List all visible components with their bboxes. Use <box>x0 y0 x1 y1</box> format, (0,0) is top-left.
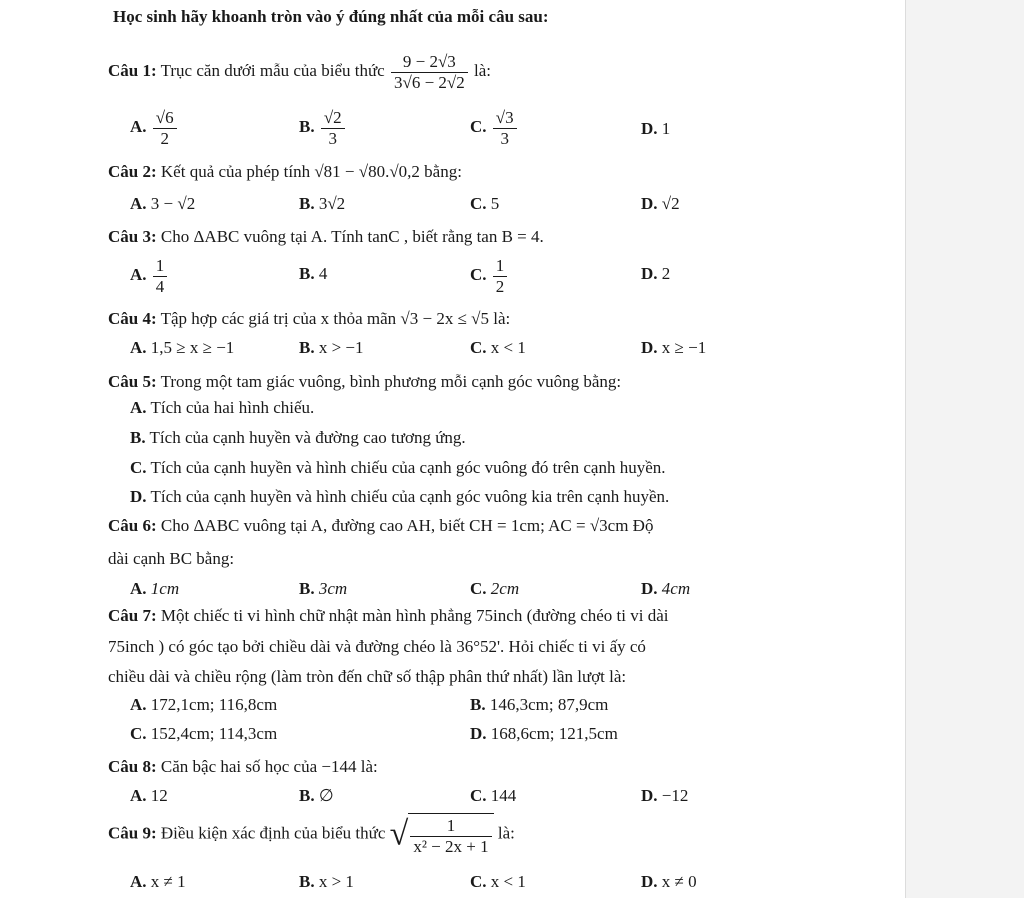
q8-option-c[interactable] <box>470 785 516 807</box>
q3-option-c[interactable] <box>470 256 509 296</box>
question-1 <box>108 52 491 92</box>
question-4-tail: là: <box>493 309 511 328</box>
q9-option-b[interactable] <box>299 871 354 893</box>
q3-option-b[interactable] <box>299 263 327 285</box>
option-label: D. <box>641 194 658 213</box>
q4-option-c[interactable] <box>470 337 526 359</box>
q1-option-b[interactable] <box>299 108 347 148</box>
question-6-text: Cho ΔABC vuông tại A, đường cao AH, biết CH = 1cm; AC = √3cm Độ <box>160 516 654 535</box>
question-9-numerator: 1 <box>410 816 491 837</box>
option-text: 1 <box>661 119 671 138</box>
q9-option-d[interactable] <box>641 871 697 893</box>
option-denominator: 2 <box>160 128 169 148</box>
option-text: Tích của cạnh huyền và hình chiếu của cạnh góc vuông đó trên cạnh huyền. <box>150 458 666 477</box>
question-5-label: Câu 5: <box>108 372 157 391</box>
option-label: A. <box>130 786 147 805</box>
option-label: B. <box>470 695 486 714</box>
option-denominator: 3 <box>328 128 338 148</box>
q2-option-a[interactable] <box>130 193 195 215</box>
question-7-text-line-2: 75inch ) có góc tạo bởi chiều dài và đường chéo là 36°52'. Hỏi chiếc ti vi ấy có <box>108 637 646 656</box>
question-8 <box>108 756 378 778</box>
option-label: B. <box>299 579 315 598</box>
option-label: D. <box>641 338 658 357</box>
option-label: A. <box>130 872 147 891</box>
q1-option-c[interactable] <box>470 108 519 148</box>
q9-option-c[interactable] <box>470 871 526 893</box>
q9-option-a[interactable] <box>130 871 186 893</box>
option-label: C. <box>130 458 147 477</box>
question-7 <box>108 605 668 627</box>
q2-option-c[interactable] <box>470 193 499 215</box>
option-label: C. <box>470 194 487 213</box>
option-label: A. <box>130 579 147 598</box>
option-text: 152,4cm; 114,3cm <box>150 724 278 743</box>
q7-option-b[interactable] <box>470 694 608 716</box>
q5-option-a[interactable] <box>130 397 314 419</box>
option-label: B. <box>299 264 315 283</box>
option-label: C. <box>470 786 487 805</box>
option-label: B. <box>299 786 315 805</box>
q2-option-d[interactable] <box>641 193 680 215</box>
option-label: D. <box>470 724 487 743</box>
question-4 <box>108 308 510 330</box>
q6-option-c[interactable] <box>470 578 519 600</box>
option-text: 2 <box>661 264 671 283</box>
q3-option-d[interactable] <box>641 263 670 285</box>
q4-option-b[interactable] <box>299 337 364 359</box>
option-label: B. <box>299 194 315 213</box>
q4-option-d[interactable] <box>641 337 706 359</box>
option-label: D. <box>641 264 658 283</box>
option-label: D. <box>641 119 658 138</box>
option-label: B. <box>299 338 315 357</box>
question-6-label: Câu 6: <box>108 516 157 535</box>
page-title: Học sinh hãy khoanh tròn vào ý đúng nhất của mỗi câu sau: <box>113 7 549 26</box>
option-numerator: √3 <box>493 108 517 129</box>
option-text: 172,1cm; 116,8cm <box>150 695 278 714</box>
question-6-text-line-2: dài cạnh BC bằng: <box>108 549 235 568</box>
option-text: x < 1 <box>490 338 526 357</box>
option-label: C. <box>470 579 487 598</box>
question-2-text: Kết quả của phép tính <box>160 162 311 181</box>
q4-option-a[interactable] <box>130 337 234 359</box>
option-text: √2 <box>661 194 680 213</box>
option-text: 2cm <box>490 579 520 598</box>
option-text: x ≥ −1 <box>661 338 707 357</box>
option-numerator: 1 <box>153 256 168 277</box>
option-label: A. <box>130 695 147 714</box>
q6-option-a[interactable] <box>130 578 179 600</box>
option-text: 1cm <box>150 579 180 598</box>
option-label: A. <box>130 116 147 136</box>
option-text: 12 <box>150 786 168 805</box>
option-text: 168,6cm; 121,5cm <box>490 724 618 743</box>
option-text: Tích của cạnh huyền và đường cao tương ứng. <box>149 428 466 447</box>
question-1-fraction <box>391 52 468 92</box>
question-2-expression: √81 − √80.√0,2 <box>314 162 420 181</box>
q5-option-b[interactable] <box>130 427 466 449</box>
option-text: ∅ <box>318 786 334 805</box>
option-text: 5 <box>490 194 500 213</box>
option-label: A. <box>130 264 147 284</box>
option-text: 3cm <box>318 579 348 598</box>
option-text: 144 <box>490 786 517 805</box>
question-1-denominator: 3√6 − 2√2 <box>393 72 465 92</box>
q1-option-d[interactable] <box>641 118 670 140</box>
q7-option-a[interactable] <box>130 694 277 716</box>
q6-option-b[interactable] <box>299 578 347 600</box>
q8-option-b[interactable] <box>299 785 334 807</box>
question-3-label: Câu 3: <box>108 227 157 246</box>
option-text: 3 − √2 <box>150 194 196 213</box>
option-label: C. <box>470 338 487 357</box>
option-text: 146,3cm; 87,9cm <box>489 695 609 714</box>
q3-option-a[interactable] <box>130 256 169 296</box>
question-9 <box>108 813 515 863</box>
option-text: Tích của cạnh huyền và hình chiếu của cạnh góc vuông kia trên cạnh huyền. <box>150 487 670 506</box>
question-5 <box>108 371 621 393</box>
option-text: x > −1 <box>318 338 364 357</box>
question-5-text: Trong một tam giác vuông, bình phương mỗi cạnh góc vuông bằng: <box>160 372 622 391</box>
q1-option-a[interactable] <box>130 108 179 148</box>
option-text: 4 <box>318 264 328 283</box>
question-8-label: Câu 8: <box>108 757 157 776</box>
q6-option-d[interactable] <box>641 578 690 600</box>
q7-option-c[interactable] <box>130 723 277 745</box>
option-text: x < 1 <box>490 872 526 891</box>
q5-option-d[interactable] <box>130 486 669 508</box>
question-9-text: Điều kiện xác định của biểu thức <box>160 823 386 843</box>
question-7-label: Câu 7: <box>108 606 157 625</box>
option-label: C. <box>470 116 487 136</box>
option-label: C. <box>470 872 487 891</box>
option-label: B. <box>130 428 146 447</box>
question-9-tail: là: <box>497 823 515 843</box>
question-1-text: Trục căn dưới mẫu của biểu thức <box>160 60 385 80</box>
option-label: A. <box>130 398 147 417</box>
question-4-text: Tập hợp các giá trị của x thỏa mãn <box>160 309 397 328</box>
option-text: 3√2 <box>318 194 346 213</box>
question-3 <box>108 226 544 248</box>
option-numerator: √2 <box>321 108 345 129</box>
question-2 <box>108 161 462 183</box>
option-label: B. <box>299 116 315 136</box>
option-label: C. <box>130 724 147 743</box>
question-7-text: Một chiếc ti vi hình chữ nhật màn hình phẳng 75inch (đường chéo ti vi dài <box>160 606 669 625</box>
option-label: C. <box>470 264 487 284</box>
option-denominator: 4 <box>155 276 165 296</box>
question-4-label: Câu 4: <box>108 309 157 328</box>
option-text: Tích của hai hình chiếu. <box>150 398 315 417</box>
question-1-tail: là: <box>473 60 491 80</box>
option-numerator: √6 <box>153 108 177 129</box>
option-label: B. <box>299 872 315 891</box>
q7-option-d[interactable] <box>470 723 618 745</box>
question-2-label: Câu 2: <box>108 162 157 181</box>
question-7-text-line-3: chiều dài và chiều rộng (làm tròn đến chữ số thập phân thứ nhất) lần lượt là: <box>108 667 627 686</box>
option-text: x ≠ 1 <box>150 872 186 891</box>
option-label: D. <box>641 579 658 598</box>
option-denominator: 2 <box>495 276 505 296</box>
q8-option-a[interactable] <box>130 785 168 807</box>
option-label: A. <box>130 338 147 357</box>
q5-option-c[interactable] <box>130 457 666 479</box>
option-text: 1,5 ≥ x ≥ −1 <box>150 338 235 357</box>
question-1-numerator: 9 − 2√3 <box>391 52 468 73</box>
question-6 <box>108 515 653 537</box>
question-9-label: Câu 9: <box>108 823 157 843</box>
question-4-expression: √3 − 2x ≤ √5 <box>400 309 489 328</box>
option-label: D. <box>641 872 658 891</box>
option-numerator: 1 <box>493 256 508 277</box>
q8-option-d[interactable] <box>641 785 688 807</box>
question-8-text: Căn bậc hai số học của −144 là: <box>160 757 378 776</box>
option-label: D. <box>641 786 658 805</box>
option-text: −12 <box>661 786 689 805</box>
option-denominator: 3 <box>500 128 509 148</box>
option-text: x > 1 <box>318 872 354 891</box>
question-1-label: Câu 1: <box>108 60 157 80</box>
option-label: A. <box>130 194 147 213</box>
option-text: x ≠ 0 <box>661 872 697 891</box>
question-3-text: Cho ΔABC vuông tại A. Tính tanC , biết rằng tan B = 4. <box>160 227 544 246</box>
option-label: D. <box>130 487 147 506</box>
question-9-denominator: x² − 2x + 1 <box>413 836 489 856</box>
option-text: 4cm <box>661 579 691 598</box>
question-9-radical: √ $\frac{1}{\text{x² − 2x + 1}}$ <box>390 813 494 856</box>
question-2-tail: bằng: <box>424 162 462 181</box>
q2-option-b[interactable] <box>299 193 345 215</box>
